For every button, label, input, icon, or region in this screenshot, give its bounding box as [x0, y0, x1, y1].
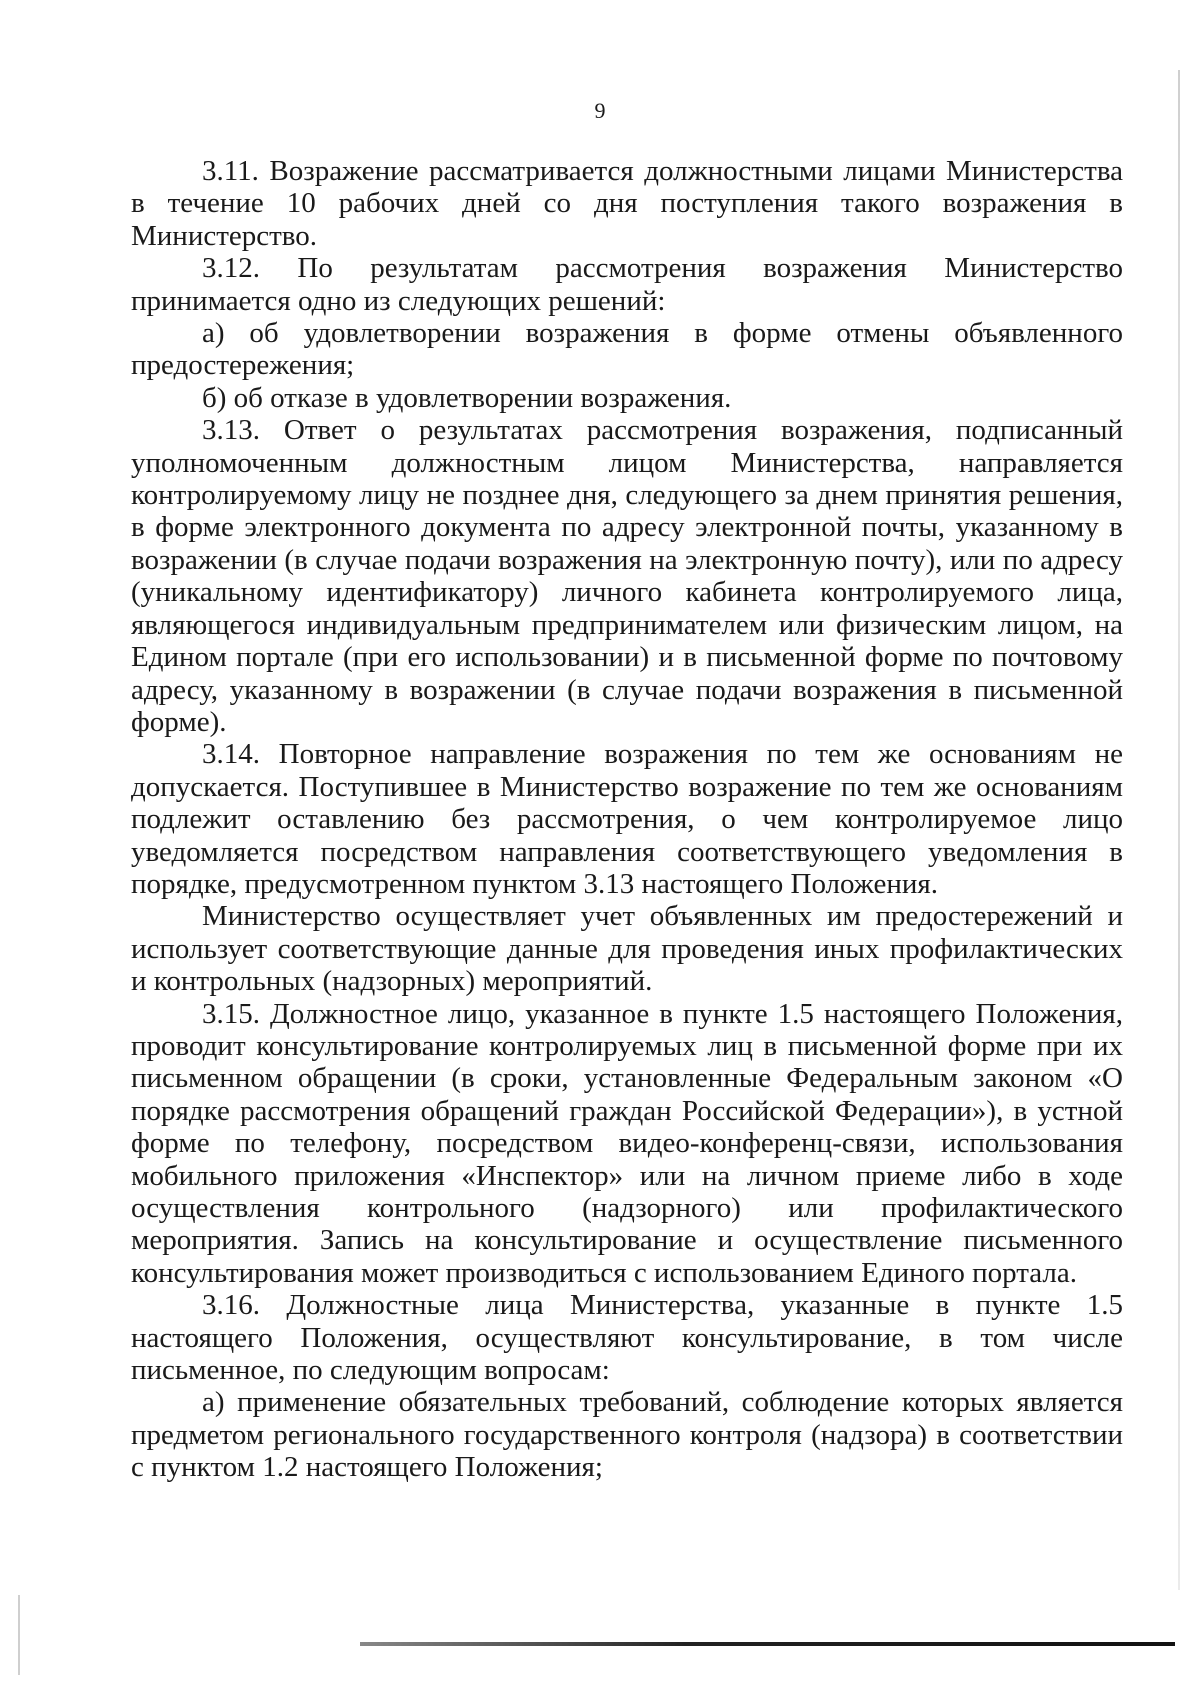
- page-number: 9: [594, 98, 606, 123]
- bottom-rule: [360, 1642, 1175, 1646]
- paragraph-3-12-a: а) об удовлетворении возражения в форме отмены объявленного предостережения;: [131, 317, 1123, 382]
- paragraph-3-16: 3.16. Должностные лица Министерства, указанные в пункте 1.5 настоящего Положения, осуществляют консультирование, в том числе письменное, по следующим вопросам:: [131, 1289, 1123, 1387]
- scan-edge-right: [1178, 70, 1180, 1590]
- scan-edge-left: [18, 1595, 20, 1675]
- paragraph-3-16-a: а) применение обязательных требований, соблюдение которых является предметом регионального государственного контроля (надзора) в соответствии с пунктом 1.2 настоящего Положения;: [131, 1386, 1123, 1484]
- paragraph-3-15: 3.15. Должностное лицо, указанное в пункте 1.5 настоящего Положения, проводит консультирование контролируемых лиц в письменной форме при их письменном обращении (в сроки, установленные Федеральным законом «О порядке рассмотрения обращений граждан Российской Федерации»), в устной форме по телефону, посредством видео-конференц-связи, использования мобильного приложения «Инспектор» или на личном приеме либо в ходе осуществления контрольного (надзорного) или профилактического мероприятия. Запись на консультирование и осуществление письменного консультирования может производиться с использованием Единого портала.: [131, 997, 1123, 1289]
- document-body: [131, 155, 1123, 1484]
- paragraph-3-11: 3.11. Возражение рассматривается должностными лицами Министерства в течение 10 рабочих дней со дня поступления такого возражения в Министерство.: [131, 155, 1123, 252]
- paragraph-3-12-b: б) об отказе в удовлетворении возражения.: [202, 381, 732, 414]
- paragraph-3-14-accounting: Министерство осуществляет учет объявленных им предостережений и использует соответствующие данные для проведения иных профилактических и контрольных (надзорных) мероприятий.: [131, 900, 1123, 998]
- paragraph-3-14: 3.14. Повторное направление возражения по тем же основаниям не допускается. Поступившее в Министерство возражение по тем же основаниям подлежит оставлению без рассмотрения, о чем контролируемое лицо уведомляется посредством направления соответствующего уведомления в порядке, предусмотренном пунктом 3.13 настоящего Положения.: [131, 738, 1123, 900]
- paragraph-3-12: 3.12. По результатам рассмотрения возражения Министерство принимается одно из следующих решений:: [131, 252, 1123, 317]
- paragraph-3-13: 3.13. Ответ о результатах рассмотрения возражения, подписанный уполномоченным должностным лицом Министерства, направляется контролируемому лицу не позднее дня, следующего за днем принятия решения, в форме электронного документа по адресу электронной почты, указанному в возражении (в случае подачи возражения на электронную почту), или по адресу (уникальному идентификатору) личного кабинета контролируемого лица, являющегося индивидуальным предпринимателем или физическим лицом, на Едином портале (при его использовании) и в письменной форме по почтовому адресу, указанному в возражении (в случае подачи возражения в письменной форме).: [131, 414, 1123, 738]
